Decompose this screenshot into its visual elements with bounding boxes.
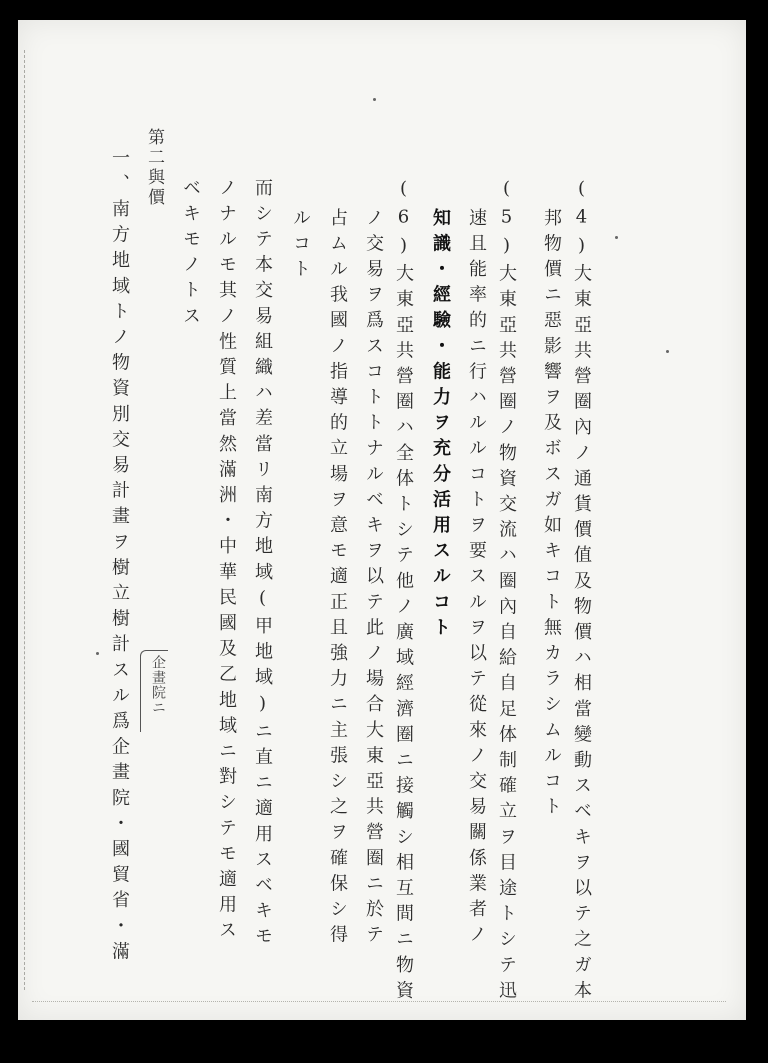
marginal-annotation: 企畫院ニ <box>140 650 168 732</box>
scan-speck <box>96 652 99 655</box>
text-column-item-4-cont: 邦物價ニ惡影響ヲ及ボスガ如キコト無カラシムルコト <box>541 208 562 823</box>
text-column-item-6: (6)大東亞共營圈ハ全体トシテ他ノ廣域經濟圈ニ接觸シ相互間ニ物資 <box>393 178 414 1007</box>
text-column-item-4: (4)大東亞共營圈內ノ通貨價值及物價ハ相當變動スベキヲ以テ之ガ本 <box>571 178 592 1007</box>
text-column-item-5-cont: 速且能率的ニ行ハルルコトヲ要スルヲ以テ從來ノ交易關係業者ノ <box>466 208 487 951</box>
text-column-item-5: (5)大東亞共營圈ノ物資交流ハ圈內自給自足体制確立ヲ目途トシテ迅 <box>496 178 517 1007</box>
text-column-paragraph-2: ノナルモ其ノ性質上當然滿洲・中華民國及乙地域ニ對シテモ適用ス <box>216 178 237 946</box>
page-edge-left <box>24 50 25 990</box>
page-edge-bottom <box>32 1001 726 1002</box>
document-page <box>18 20 746 1020</box>
text-column-paragraph-3: ベキモノトス <box>180 178 201 332</box>
scan-speck <box>666 350 669 353</box>
text-column-item-5-end: 知識・經驗・能力ヲ充分活用スルコト <box>430 208 451 644</box>
scan-speck <box>615 236 618 239</box>
text-column-paragraph-1: 而シテ本交易組織ハ差當リ南方地域(甲地域)ニ直ニ適用スベキモ <box>252 178 273 952</box>
section-heading: 第二與價 <box>144 128 164 208</box>
text-column-list-item-1: 一、南方地域トノ物資別交易計畫ヲ樹立樹計スル爲企畫院・國貿省・滿 <box>109 148 130 968</box>
text-column-item-6-cont2: 占ムル我國ノ指導的立場ヲ意モ適正且強力ニ主張シ之ヲ確保シ得 <box>327 208 348 951</box>
text-column-item-6-end: ルコト <box>290 208 311 285</box>
scan-speck <box>373 98 376 101</box>
text-column-item-6-cont: ノ交易ヲ爲スコトトナルベキヲ以テ此ノ場合大東亞共營圈ニ於テ <box>363 208 384 951</box>
